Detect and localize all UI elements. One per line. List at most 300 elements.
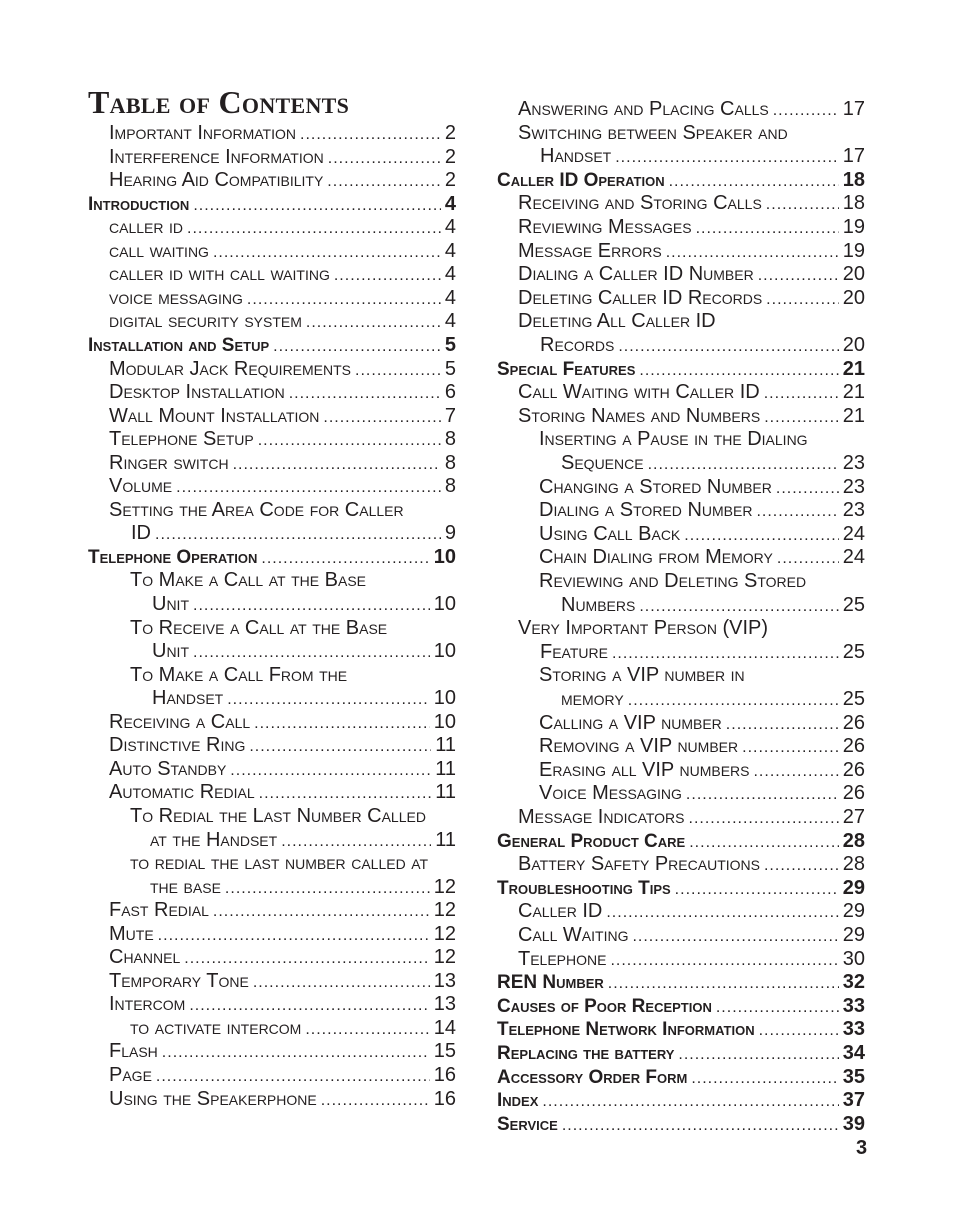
toc-entry-label: Using Call Back	[539, 522, 681, 545]
toc-entry-label: Unit	[152, 640, 189, 663]
toc-entry[interactable]	[109, 262, 456, 286]
dot-leader	[328, 147, 441, 171]
toc-page-number: 8	[444, 451, 456, 474]
toc-page-number: 8	[444, 428, 456, 451]
toc-page-number: 29	[842, 876, 865, 899]
toc-entry[interactable]	[109, 945, 456, 969]
dot-leader	[162, 1041, 430, 1065]
page-title: Table of Contents	[88, 84, 350, 120]
dot-leader	[689, 807, 839, 831]
toc-page-number: 17	[842, 98, 865, 120]
toc-page-number: 16	[433, 1064, 456, 1086]
toc-entry-label: Mute	[109, 922, 154, 945]
toc-page-number: 4	[444, 286, 456, 309]
toc-page-number: 2	[444, 169, 456, 192]
toc-page-number: 26	[842, 782, 865, 805]
toc-entry-label: Storing Names and Numbers	[518, 404, 761, 427]
toc-section-entry[interactable]	[497, 1017, 865, 1041]
toc-page-number: 23	[842, 499, 865, 522]
dot-leader	[726, 713, 839, 737]
toc-entry-label: Introduction	[88, 193, 190, 215]
toc-entry[interactable]	[109, 380, 456, 404]
dot-leader	[562, 1114, 839, 1138]
toc-entry[interactable]	[561, 451, 865, 475]
dot-leader	[691, 1067, 838, 1091]
toc-entry-label: Intercom	[109, 993, 186, 1016]
toc-page-number: 23	[842, 475, 865, 498]
toc-entry-label: Channel	[109, 946, 181, 969]
dot-leader	[666, 241, 839, 265]
toc-entry-label: Hearing Aid Compatibility	[109, 169, 324, 192]
toc-page-number: 14	[433, 1016, 456, 1039]
toc-entry-label: Sequence	[561, 452, 644, 474]
toc-entry[interactable]	[518, 286, 865, 310]
toc-entry-label: Very Important Person (VIP)	[518, 617, 769, 640]
toc-page-number: 28	[842, 853, 865, 876]
toc-entry-label: Answering and Placing Calls	[518, 98, 769, 120]
dot-leader	[639, 359, 838, 383]
toc-entry-label: Desktop Installation	[109, 381, 285, 404]
toc-entry-label: Call Waiting	[518, 924, 629, 946]
toc-page-number: 33	[842, 1018, 865, 1041]
toc-page-number: 18	[842, 168, 865, 191]
toc-page-number: 4	[444, 216, 456, 239]
toc-entry[interactable]	[109, 733, 456, 757]
toc-entry[interactable]	[539, 498, 865, 522]
toc-page-number: 12	[433, 946, 456, 969]
toc-entry[interactable]	[539, 475, 865, 499]
toc-entry[interactable]	[109, 922, 456, 946]
dot-leader	[193, 194, 441, 218]
dot-leader	[716, 996, 839, 1020]
toc-entry-label: Telephone	[518, 947, 607, 970]
toc-page-number: 18	[842, 192, 865, 215]
toc-page-number: 7	[444, 404, 456, 427]
toc-page-number: 29	[842, 924, 865, 946]
toc-entry[interactable]	[561, 687, 865, 711]
toc-section-entry[interactable]	[88, 333, 456, 357]
dot-leader	[764, 382, 839, 406]
dot-leader	[227, 688, 430, 712]
dot-leader	[632, 925, 838, 949]
toc-page-number: 12	[433, 922, 456, 945]
toc-section-entry[interactable]	[497, 1088, 865, 1112]
toc-page-number: 24	[842, 546, 865, 569]
toc-entry[interactable]	[109, 215, 456, 239]
dot-leader	[261, 547, 429, 571]
toc-section-entry[interactable]	[497, 357, 865, 381]
toc-entry-label: Auto Standby	[109, 757, 227, 780]
toc-entry-label: Using the Speakerphone	[109, 1087, 317, 1110]
dot-leader	[542, 1090, 838, 1114]
dot-leader	[628, 689, 839, 713]
toc-page-number: 21	[842, 357, 865, 380]
dot-leader	[323, 406, 440, 430]
toc-entry-label: REN Number	[497, 972, 604, 994]
toc-entry[interactable]	[109, 898, 456, 922]
dot-leader	[776, 477, 839, 501]
dot-leader	[753, 760, 838, 784]
toc-page-number: 37	[842, 1089, 865, 1112]
toc-entry-label: Battery Safety Precautions	[518, 853, 760, 876]
toc-entry[interactable]	[109, 239, 456, 263]
toc-page-number: 20	[842, 286, 865, 309]
toc-page-number: 11	[435, 781, 456, 804]
toc-page-number: 5	[444, 357, 456, 380]
toc-section-entry[interactable]	[497, 1112, 865, 1136]
toc-page-number: 20	[842, 263, 865, 286]
toc-page-number: 39	[842, 1112, 865, 1135]
dot-leader	[273, 335, 441, 359]
toc-entry-label: Message Indicators	[518, 806, 685, 828]
dot-leader	[230, 759, 431, 783]
toc-entry-label: Receiving a Call	[109, 710, 251, 733]
toc-entry[interactable]	[109, 757, 456, 781]
toc-entry-label: Calling a VIP number	[539, 711, 722, 734]
dot-leader	[155, 523, 441, 547]
dot-leader	[678, 1043, 838, 1067]
dot-leader	[689, 831, 839, 855]
toc-entry[interactable]	[152, 639, 456, 663]
dot-leader	[777, 547, 839, 571]
toc-page-number: 27	[842, 806, 865, 828]
dot-leader	[615, 146, 839, 170]
toc-page-number: 12	[433, 875, 456, 898]
dot-leader	[327, 170, 441, 194]
dot-leader	[618, 335, 838, 359]
dot-leader	[766, 288, 839, 312]
toc-page-number: 9	[444, 522, 456, 545]
dot-leader	[608, 972, 839, 996]
page-number: 3	[856, 1137, 868, 1159]
toc-section-entry[interactable]	[497, 1065, 865, 1089]
toc-entry-label: Troubleshooting Tips	[497, 877, 671, 899]
dot-leader	[184, 947, 430, 971]
toc-page-number: 28	[842, 829, 865, 852]
dot-leader	[756, 500, 838, 524]
dot-leader	[193, 594, 430, 618]
toc-page-number: 12	[433, 899, 456, 922]
dot-leader	[766, 193, 839, 217]
toc-entry-label: Wall Mount Installation	[109, 404, 320, 427]
toc-entry-label: the base	[150, 875, 221, 898]
toc-entry-label: Dialing a Caller ID Number	[518, 263, 754, 286]
dot-leader	[249, 735, 431, 759]
toc-entry-label: To Make a Call From the	[130, 663, 348, 686]
toc-entry-label: Message Errors	[518, 239, 662, 262]
toc-entry-label: Caller ID	[518, 900, 603, 923]
toc-entry-label: at the Handset	[150, 828, 278, 851]
toc-page-number: 4	[444, 239, 456, 262]
toc-entry[interactable]	[518, 262, 865, 286]
toc-entry-label: Important Information	[109, 122, 296, 144]
toc-page-number: 11	[435, 734, 456, 757]
toc-entry[interactable]	[539, 545, 865, 569]
toc-section-entry[interactable]	[88, 545, 456, 569]
toc-entry-label: caller id with call waiting	[109, 263, 330, 286]
toc-entry[interactable]	[109, 427, 456, 451]
toc-section-entry[interactable]	[497, 168, 865, 192]
toc-entry-label: Replacing the battery	[497, 1043, 675, 1064]
toc-entry[interactable]	[131, 521, 456, 545]
dot-leader	[306, 311, 441, 335]
dot-leader	[247, 288, 441, 312]
toc-page-number: 21	[842, 381, 865, 404]
dot-leader	[213, 241, 441, 265]
toc-entry[interactable]	[109, 1087, 456, 1111]
toc-entry[interactable]	[152, 592, 456, 616]
toc-entry-label: Automatic Redial	[109, 781, 255, 804]
toc-page-number: 26	[842, 735, 865, 758]
toc-page-number: 16	[433, 1087, 456, 1110]
dot-leader	[639, 595, 838, 619]
toc-entry-label: Distinctive Ring	[109, 734, 246, 757]
toc-entry-label: Setting the Area Code for Caller	[109, 498, 404, 521]
toc-entry-label: Special Features	[497, 358, 636, 380]
toc-entry[interactable]	[109, 451, 456, 475]
toc-entry-label: Storing a VIP number in	[539, 664, 745, 687]
toc-entry[interactable]	[109, 992, 456, 1016]
toc-page-number: 5	[444, 333, 456, 356]
dot-leader	[764, 406, 839, 430]
dot-leader	[259, 782, 432, 806]
toc-page-number: 10	[433, 640, 456, 663]
toc-entry-label: Changing a Stored Number	[539, 475, 772, 498]
toc-entry-label: Telephone Setup	[109, 428, 254, 451]
dot-leader	[773, 99, 839, 123]
toc-entry-label: Feature	[540, 640, 608, 663]
toc-entry[interactable]	[539, 711, 865, 735]
toc-entry[interactable]	[150, 828, 456, 852]
toc-entry[interactable]	[109, 969, 456, 993]
dot-leader	[289, 382, 441, 406]
toc-entry[interactable]	[518, 947, 865, 971]
toc-entry[interactable]	[539, 734, 865, 758]
toc-section-entry[interactable]	[497, 829, 865, 853]
toc-entry[interactable]	[109, 309, 456, 333]
toc-entry[interactable]	[540, 640, 865, 664]
toc-entry[interactable]	[109, 1039, 456, 1063]
toc-page-number: 29	[842, 900, 865, 923]
dot-leader	[606, 901, 838, 925]
toc-section-entry[interactable]	[497, 1041, 865, 1065]
toc-entry-label: To Make a Call at the Base	[130, 569, 367, 592]
toc-entry-label: Unit	[152, 593, 189, 615]
toc-entry-label: General Product Care	[497, 830, 686, 852]
toc-page-number: 17	[842, 145, 865, 168]
toc-page-number: 2	[444, 145, 456, 168]
dot-leader	[176, 476, 441, 500]
toc-entry[interactable]	[152, 686, 456, 710]
toc-entry-label: Handset	[540, 145, 612, 168]
dot-leader	[675, 878, 839, 902]
toc-entry-label: Reviewing Messages	[518, 216, 692, 238]
toc-page-number: 6	[444, 381, 456, 404]
toc-entry[interactable]	[540, 333, 865, 357]
toc-page-number: 19	[842, 239, 865, 262]
toc-page-number: 13	[433, 993, 456, 1016]
toc-page-number: 25	[842, 688, 865, 710]
dot-leader	[156, 1065, 430, 1089]
toc-entry-label: Interference Information	[109, 145, 324, 168]
toc-entry[interactable]	[109, 404, 456, 428]
dot-leader	[684, 524, 838, 548]
dot-leader	[187, 217, 441, 241]
toc-entry-label: Temporary Tone	[109, 969, 249, 992]
toc-entry-label: Inserting a Pause in the Dialing	[539, 428, 808, 451]
dot-leader	[253, 971, 430, 995]
toc-entry-label: Telephone Operation	[88, 546, 258, 568]
toc-entry-label: Deleting Caller ID Records	[518, 286, 763, 309]
toc-page-number: 21	[842, 404, 865, 427]
toc-entry[interactable]	[109, 168, 456, 192]
dot-leader	[648, 453, 839, 477]
toc-entry[interactable]	[539, 522, 865, 546]
toc-page-number: 11	[435, 757, 456, 780]
dot-leader	[225, 877, 430, 901]
toc-page-number: 10	[433, 710, 456, 733]
dot-leader	[305, 1018, 429, 1042]
dot-leader	[696, 217, 839, 241]
toc-entry-label: Service	[497, 1113, 558, 1135]
dot-leader	[189, 994, 429, 1018]
toc-page-number: 20	[842, 334, 865, 356]
toc-entry-label: Installation and Setup	[88, 334, 270, 356]
toc-page-number: 8	[444, 475, 456, 498]
toc-entry[interactable]	[109, 145, 456, 169]
toc-entry-label: Numbers	[561, 593, 636, 616]
toc-entry[interactable]	[518, 923, 865, 947]
toc-page-number: 4	[444, 192, 456, 215]
toc-page-number: 2	[444, 122, 456, 144]
toc-entry[interactable]	[518, 404, 865, 428]
toc-page-number: 11	[435, 828, 456, 851]
toc-entry[interactable]	[539, 758, 865, 782]
toc-entry[interactable]	[109, 286, 456, 310]
dot-leader	[213, 900, 430, 924]
toc-entry[interactable]	[518, 215, 865, 239]
toc-entry-label: Ringer switch	[109, 451, 229, 474]
toc-entry[interactable]	[109, 1063, 456, 1087]
dot-leader	[258, 429, 441, 453]
toc-entry[interactable]	[518, 97, 865, 121]
toc-page-number: 4	[444, 263, 456, 286]
toc-entry-label: to activate intercom	[130, 1016, 302, 1039]
toc-entry-label: Accessory Order Form	[497, 1066, 688, 1088]
toc-section-entry[interactable]	[497, 970, 865, 994]
toc-section-entry[interactable]	[497, 994, 865, 1018]
toc-entry[interactable]	[109, 474, 456, 498]
dot-leader	[758, 264, 839, 288]
toc-entry-label: Receiving and Storing Calls	[518, 192, 762, 215]
toc-entry[interactable]	[109, 780, 456, 804]
dot-leader	[300, 123, 441, 147]
toc-entry[interactable]	[540, 144, 865, 168]
toc-entry[interactable]	[130, 1016, 456, 1040]
dot-leader	[281, 830, 431, 854]
toc-page-number: 10	[433, 593, 456, 615]
toc-entry-label: Modular Jack Requirements	[109, 357, 352, 380]
toc-entry-label: call waiting	[109, 239, 209, 262]
toc-entry-label: Flash	[109, 1040, 158, 1063]
toc-entry-label: Page	[109, 1064, 152, 1086]
toc-entry-label: caller id	[109, 216, 184, 239]
toc-entry-label: to redial the last number called at	[130, 852, 429, 875]
dot-leader	[193, 641, 430, 665]
toc-entry-label: Fast Redial	[109, 899, 209, 922]
toc-entry[interactable]	[539, 781, 865, 805]
toc-entry[interactable]	[518, 899, 865, 923]
toc-entry-label: digital security system	[109, 310, 302, 333]
toc-entry-label: Call Waiting with Caller ID	[518, 381, 760, 404]
toc-entry-label: Removing a VIP number	[539, 735, 739, 758]
toc-page-number: 34	[842, 1042, 865, 1064]
toc-section-entry[interactable]	[88, 192, 456, 216]
toc-page-number: 10	[433, 545, 456, 568]
toc-entry[interactable]	[518, 852, 865, 876]
toc-page-number: 23	[842, 452, 865, 474]
dot-leader	[254, 712, 430, 736]
dot-leader	[759, 1019, 839, 1043]
toc-entry-label: Switching between Speaker and	[518, 121, 788, 144]
toc-page-number: 25	[842, 593, 865, 616]
toc-page-number: 35	[842, 1065, 865, 1088]
toc-entry-label: Erasing all VIP numbers	[539, 758, 750, 781]
toc-page-number: 30	[842, 947, 865, 970]
dot-leader	[158, 924, 430, 948]
toc-page-number: 25	[842, 640, 865, 663]
dot-leader	[742, 736, 839, 760]
toc-entry-label: Telephone Network Information	[497, 1019, 755, 1041]
toc-entry[interactable]	[518, 380, 865, 404]
toc-entry[interactable]	[518, 191, 865, 215]
dot-leader	[334, 264, 441, 288]
toc-entry[interactable]	[518, 805, 865, 829]
toc-page-number: 19	[842, 216, 865, 238]
toc-entry-label: Dialing a Stored Number	[539, 499, 753, 522]
toc-page-number: 26	[842, 711, 865, 734]
toc-entry-label: Caller ID Operation	[497, 169, 665, 191]
dot-leader	[669, 170, 839, 194]
toc-entry-label: To Redial the Last Number Called	[130, 804, 426, 827]
toc-entry-label: Voice Messaging	[539, 782, 682, 805]
toc-entry-label: ID	[131, 522, 151, 545]
dot-leader	[610, 949, 838, 973]
dot-leader	[321, 1089, 430, 1113]
toc-page-number: 32	[842, 971, 865, 994]
toc-section-entry[interactable]	[497, 876, 865, 900]
toc-entry-label: To Receive a Call at the Base	[130, 616, 388, 639]
toc-entry-label: Records	[540, 334, 615, 356]
toc-page-number: 15	[433, 1040, 456, 1063]
toc-entry[interactable]	[518, 239, 865, 263]
toc-entry-label: Handset	[152, 687, 224, 710]
dot-leader	[612, 642, 839, 666]
toc-entry[interactable]	[109, 710, 456, 734]
dot-leader	[355, 359, 441, 383]
toc-entry-label: memory	[561, 688, 624, 710]
toc-entry[interactable]	[150, 875, 456, 899]
toc-entry-label: Volume	[109, 475, 173, 498]
toc-entry-label: voice messaging	[109, 286, 243, 309]
toc-entry-label: Reviewing and Deleting Stored	[539, 570, 807, 592]
toc-entry[interactable]	[561, 593, 865, 617]
toc-page-number: 24	[842, 522, 865, 545]
toc-entry[interactable]	[109, 121, 456, 145]
toc-entry[interactable]	[109, 357, 456, 381]
toc-entry-label: Index	[497, 1090, 539, 1112]
toc-page-number: 33	[842, 994, 865, 1017]
